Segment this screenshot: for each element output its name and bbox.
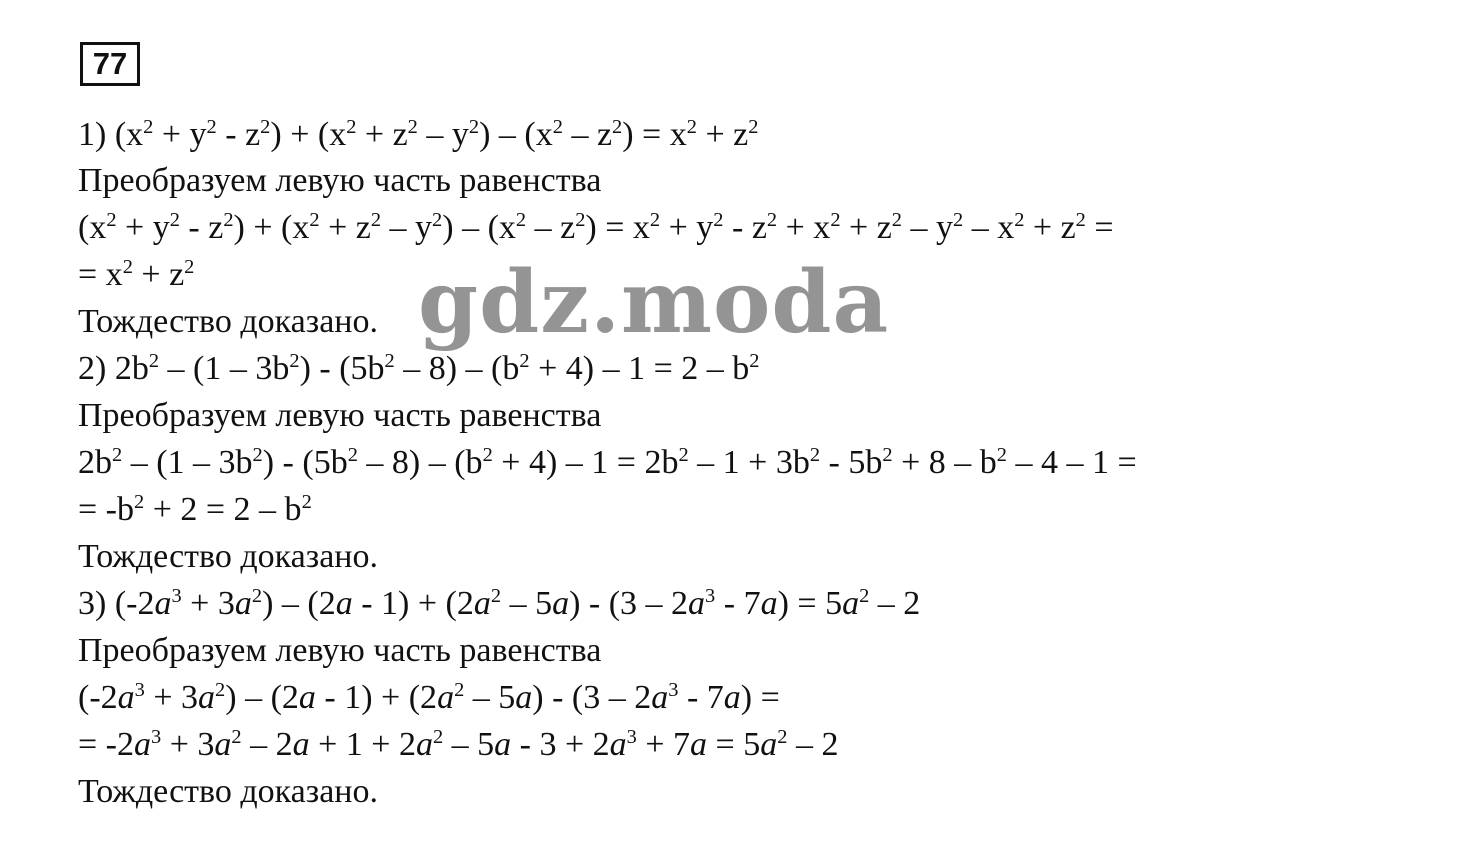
solution-line: Тождество доказано. — [78, 303, 378, 340]
solution-line: 1) $(x^2 + y^2 - z^2) + (x^2 + z^2 - y^2) - (x^2 - z^2) = x^2 + z^2$ — [78, 115, 759, 153]
solution-line: 3) $(-2a^3 + 3a^2) - (2a - 1) + (2a^2 - 5a) - (3 - 2a^3 - 7a) = 5a^2 - 2$ — [78, 584, 921, 622]
solution-line: $2b^2 - (1 - 3b^2) - (5b^2 - 8) - (b^2 + 4) - 1 = 2b^2 - 1 + 3b^2 - 5b^2 + 8 - b^2 - 4 - 1$ = — [78, 443, 1137, 481]
solution-line: $(-2a^3 + 3a^2) - (2a - 1) + (2a^2 - 5a) - (3 - 2a^3 - 7a)$ = — [78, 678, 780, 716]
problem-number-box: 77 — [80, 42, 140, 86]
solution-line: = $-2a^3 + 3a^2 - 2a + 1 + 2a^2 - 5a - 3 + 2a^3 + 7a = 5a^2 - 2$ — [78, 725, 839, 763]
solution-line: = $x^2 + z^2$ — [78, 255, 195, 293]
solution-line: 2) $2b^2 - (1 - 3b^2) - (5b^2 - 8) - (b^2 + 4) - 1 = 2 - b^2$ — [78, 349, 760, 387]
solution-line: Преобразуем левую часть равенства — [78, 632, 602, 669]
solution-line: Преобразуем левую часть равенства — [78, 397, 602, 434]
watermark: gdz.moda — [418, 252, 890, 353]
solution-line: = $-b^2 + 2 = 2 - b^2$ — [78, 490, 312, 528]
solution-line: Преобразуем левую часть равенства — [78, 162, 602, 199]
solution-line: $(x^2 + y^2 - z^2) + (x^2 + z^2 - y^2) - (x^2 - z^2) = x^2 + y^2 - z^2 + x^2 + z^2 - y^2 - x^2 + z^2$ = — [78, 208, 1114, 246]
solution-line: Тождество доказано. — [78, 773, 378, 810]
solution-line: Тождество доказано. — [78, 538, 378, 575]
